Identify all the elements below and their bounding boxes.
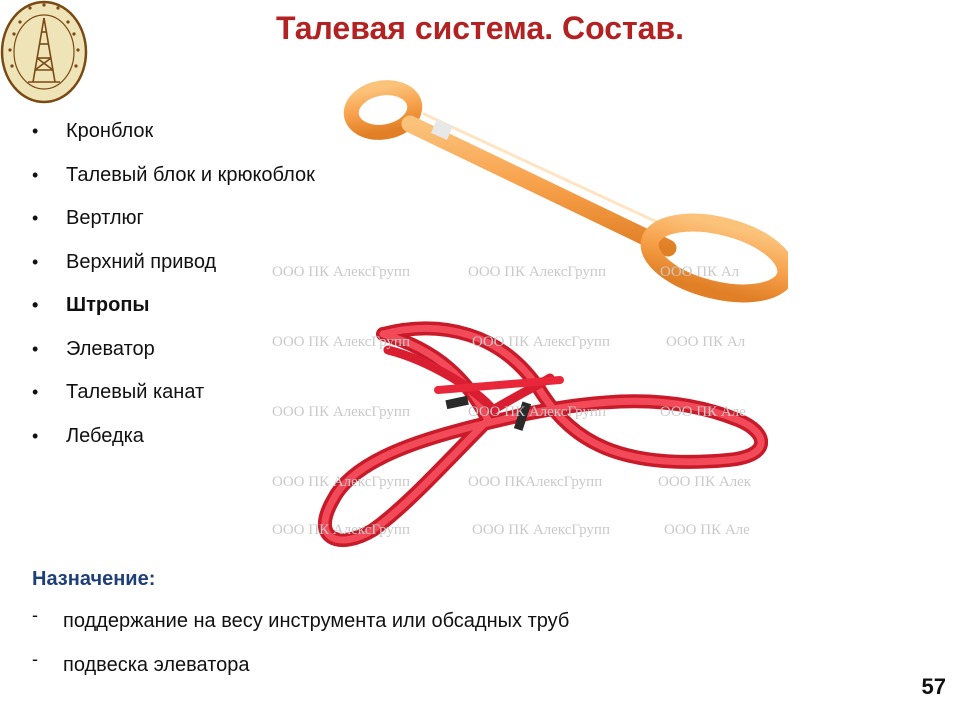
list-item: • Лебедка [32, 421, 315, 465]
list-item: • Талевый блок и крюкоблок [32, 160, 315, 204]
watermark-text: ООО ПК АлексГрупп [468, 404, 606, 420]
watermark-text: ООО ПК АлексГрупп [472, 334, 610, 350]
list-item: • Кронблок [32, 116, 315, 160]
watermark-text: ООО ПК Але [660, 404, 746, 420]
watermark-text: ООО ПК АлексГрупп [468, 264, 606, 280]
watermark-text: ООО ПК АлексГрупп [272, 334, 410, 350]
watermark-text: ООО ПК Ал [660, 264, 740, 280]
list-item: • Элеватор [32, 334, 315, 378]
illustrations [268, 80, 788, 550]
list-item: - поддержание на весу инструмента или обсадных труб [32, 606, 569, 650]
list-item: • Штропы [32, 290, 315, 334]
watermark-text: ООО ПКАлексГрупп [468, 474, 603, 490]
watermark-text: ООО ПК АлексГрупп [272, 264, 410, 280]
watermark-text: ООО ПК АлексГрупп [272, 522, 410, 538]
list-item: • Верхний привод [32, 247, 315, 291]
watermark-text: ООО ПК АлексГрупп [272, 404, 410, 420]
purpose-list [32, 606, 569, 694]
list-item: • Вертлюг [32, 203, 315, 247]
purpose-heading: Назначение: [32, 568, 156, 590]
slide-title: Талевая система. Состав. [275, 10, 685, 46]
list-item: - подвеска элеватора [32, 650, 569, 694]
watermark-text: ООО ПК Але [664, 522, 750, 538]
orange-link-sling-icon [338, 80, 788, 320]
red-loop-sling-icon [288, 320, 768, 550]
watermark-text: ООО ПК Алек [658, 474, 752, 490]
watermark-text: ООО ПК Ал [666, 334, 746, 350]
page-number: 57 [921, 674, 946, 699]
watermark-text: ООО ПК АлексГрупп [472, 522, 610, 538]
list-item: • Талевый канат [32, 377, 315, 421]
watermark-text: ООО ПК АлексГрупп [272, 474, 410, 490]
